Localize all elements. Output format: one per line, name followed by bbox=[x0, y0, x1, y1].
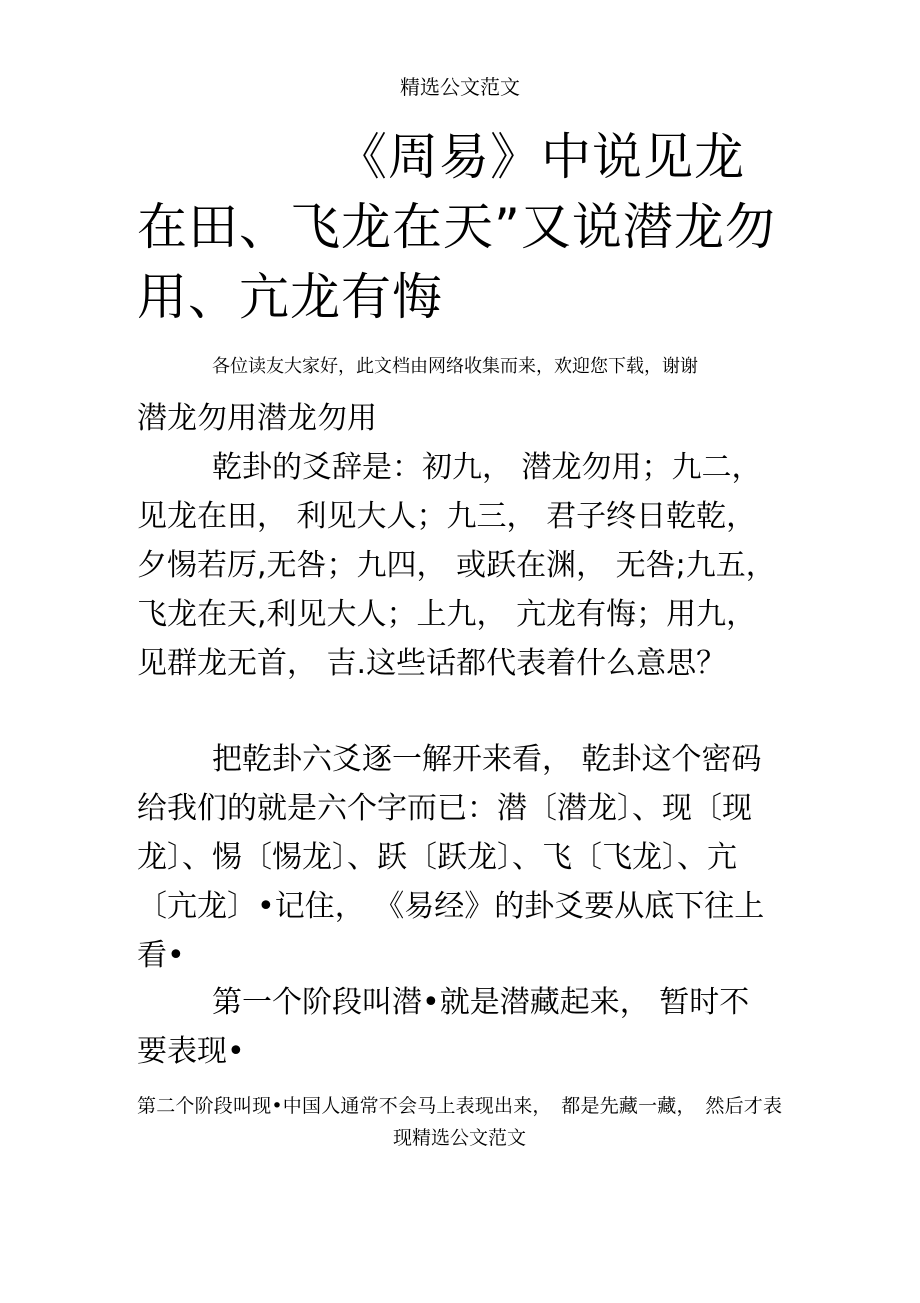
greeting-line: 各位读友大家好，此文档由网络收集而来，欢迎您下载，谢谢 bbox=[212, 356, 698, 377]
paragraph-1: 乾卦的爻辞是：初九， 潜龙勿用；九二， 见龙在田， 利见大人；九三， 君子终日乾乾， 夕惕若厉,无咎；九四， 或跃在渊， 无咎;九五， 飞龙在天,利见大人；上九， 亢龙有悔；用九， 见群龙无首， 吉.这些话都代表着什么意思？ bbox=[137, 450, 776, 681]
subheading: 潜龙勿用潜龙勿用 bbox=[137, 401, 377, 436]
paragraph-3: 第一个阶段叫潜•就是潜藏起来， 暂时不要表现• bbox=[137, 985, 750, 1069]
paragraph-2: 把乾卦六爻逐一解开来看， 乾卦这个密码给我们的就是六个字而已：潜〔潜龙〕、现〔现龙〕、惕〔惕龙〕、跃〔跃龙〕、飞〔飞龙〕、亢〔亢龙〕•记住， 《易经》的卦爻要从底下往上看• bbox=[137, 742, 765, 973]
small-paragraph: 第二个阶段叫现•中国人通常不会马上表现出来， 都是先藏一藏， 然后才表现精选公文范文 bbox=[137, 1095, 782, 1149]
document-title: 《周易》中说见龙在田、飞龙在天”又说潜龙勿用、亢龙有悔 bbox=[137, 128, 776, 326]
page-header: 精选公文范文 bbox=[400, 75, 520, 99]
